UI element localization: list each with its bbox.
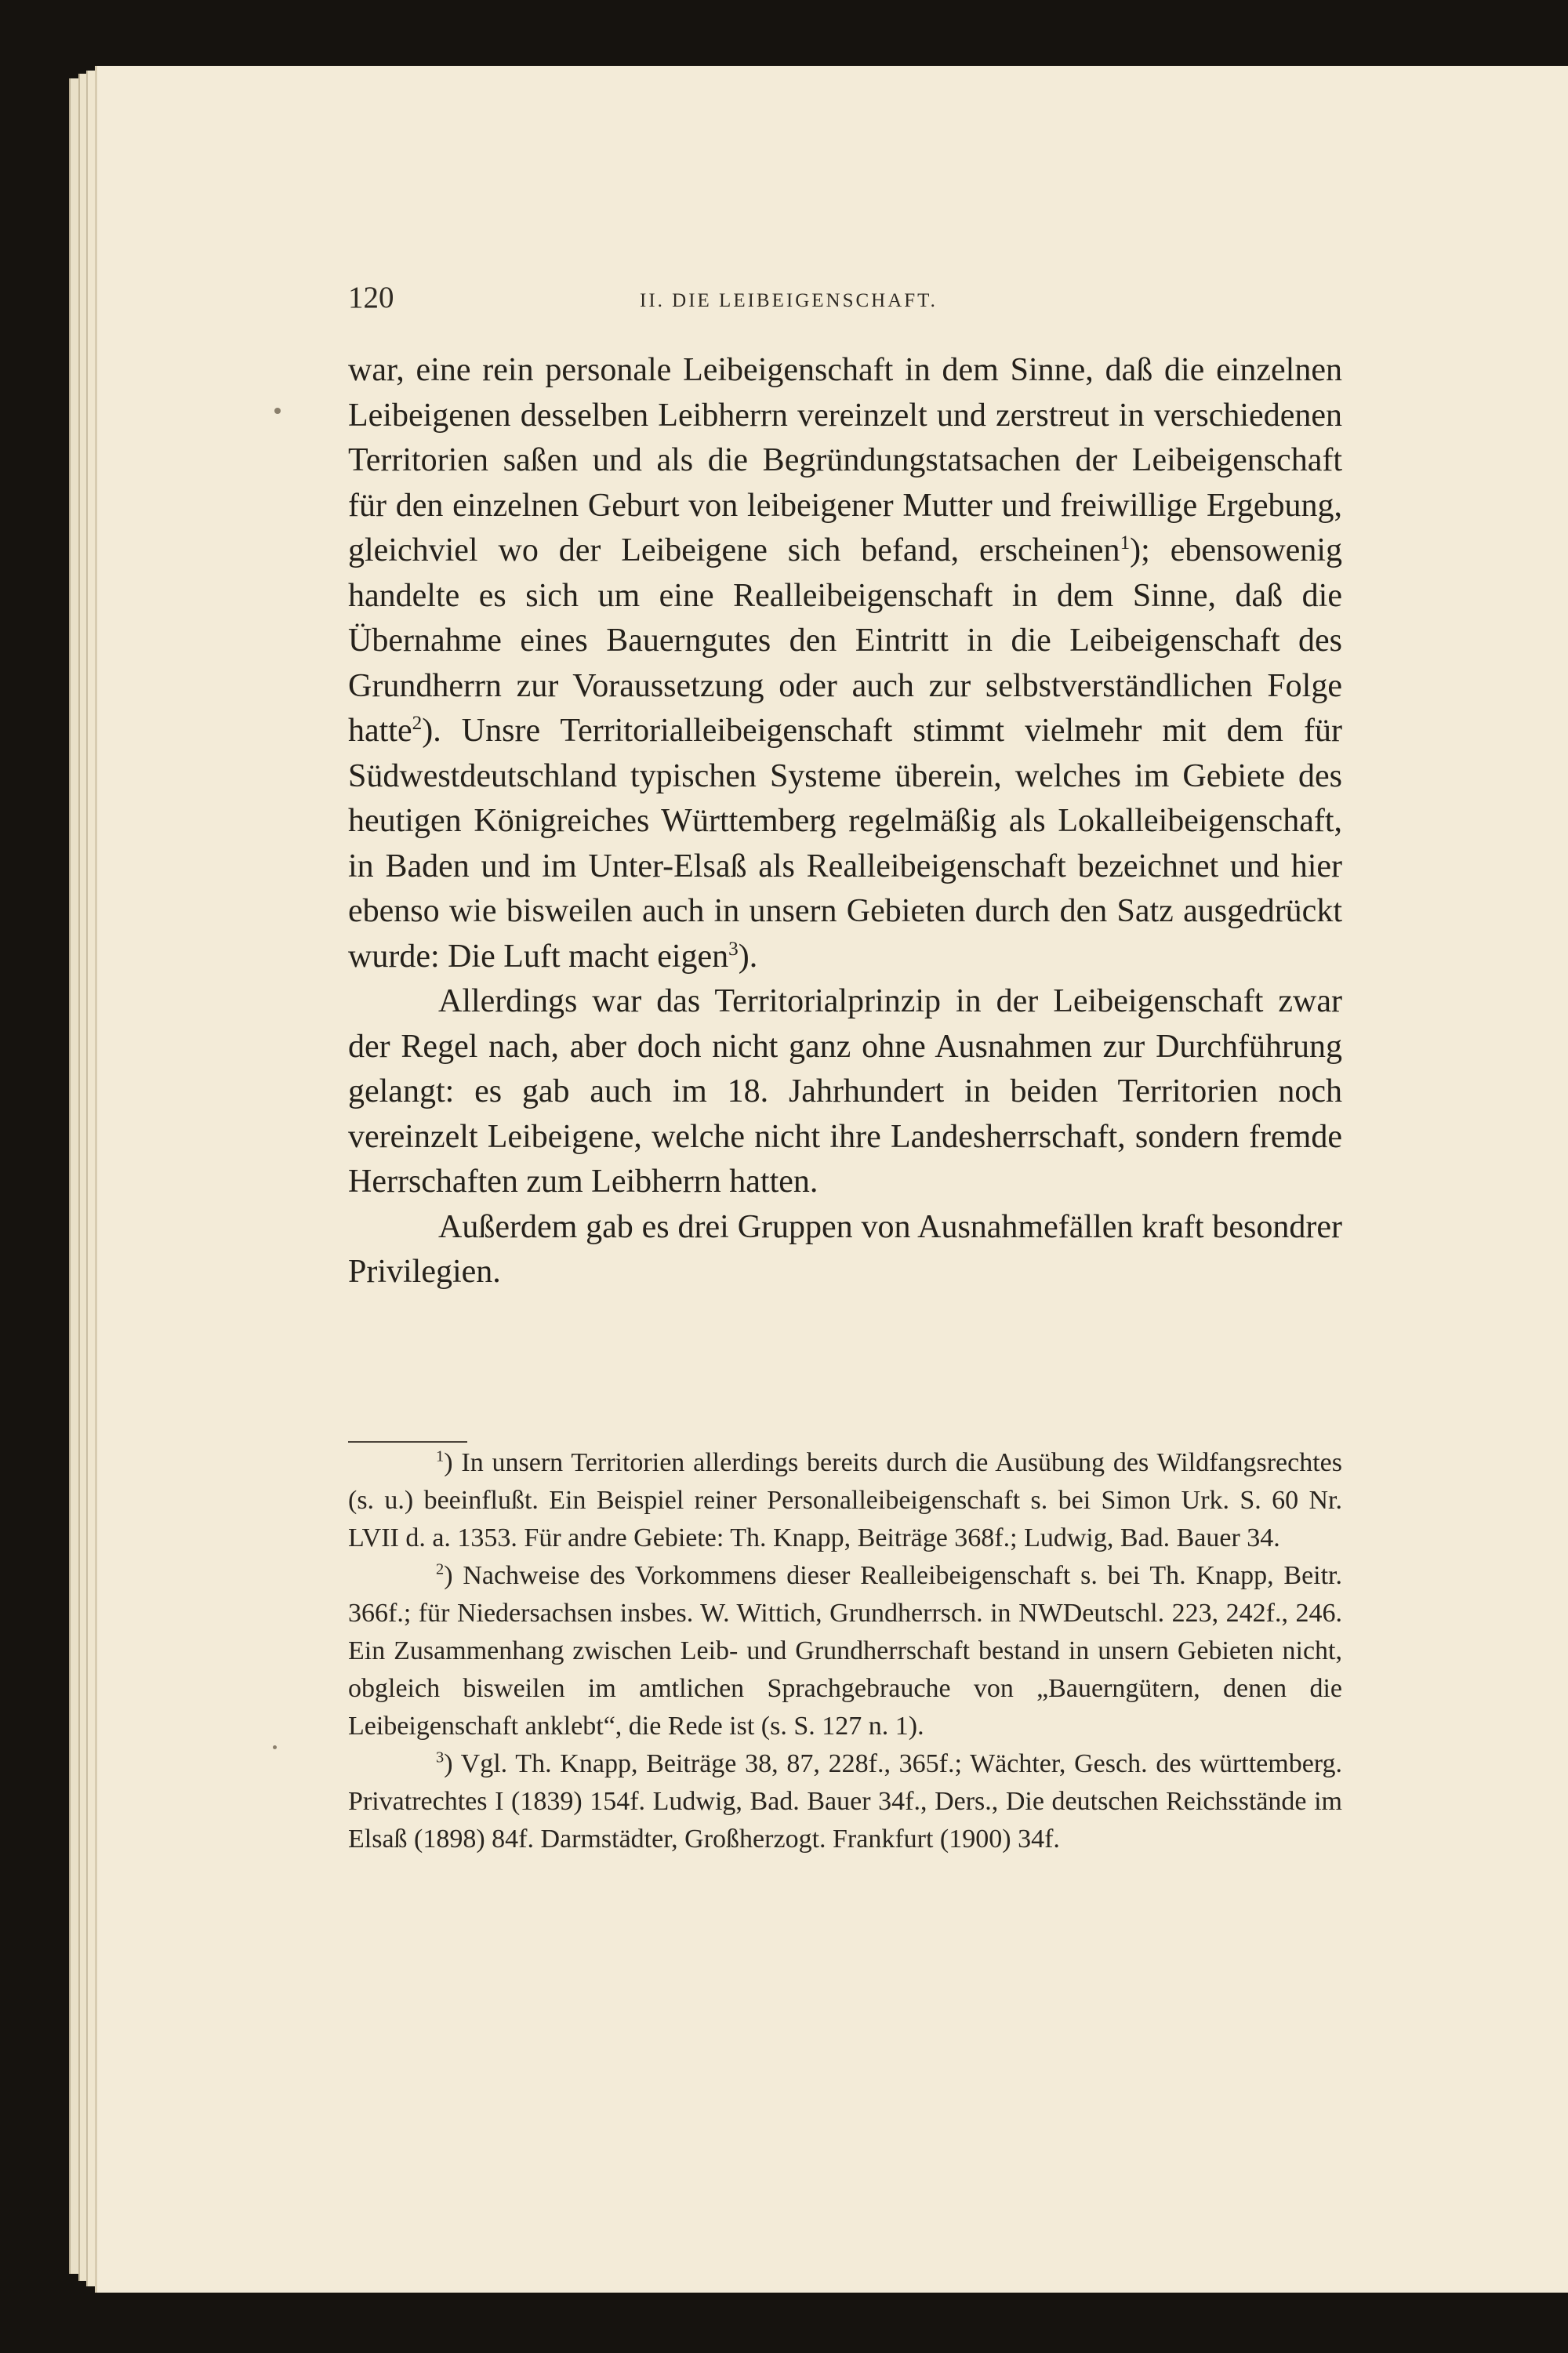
text-run: war, eine rein personale Leibeigenschaft in dem Sinne, daß die einzelnen Leibeigenen desselben Leibherrn vereinzelt und zerstreut in verschiedenen Territorien saßen und als die Begründungstatsachen der Leibeigenschaft für den einzelnen Geburt von leibeigener Mutter und freiwillige Ergebung, gleichviel wo der Leibeigene sich befand, erscheinen <box>348 352 1342 568</box>
paragraph <box>348 348 1342 979</box>
main-text <box>348 348 1342 1295</box>
page-number: 120 <box>348 281 394 314</box>
text-run: ). <box>738 938 758 975</box>
footnote-rule <box>348 1441 467 1443</box>
footnote <box>348 1557 1342 1745</box>
paragraph: Allerdings war das Territorialprinzip in der Leibeigenschaft zwar der Regel nach, aber doch nicht ganz ohne Ausnahmen zur Durchführung gelangt: es gab auch im 18. Jahrhundert in beiden Territorien noch vereinzelt Leibeigene, welche nicht ihre Landesherrschaft, sondern fremde Herrschaften zum Leibherrn hatten. <box>348 983 1342 1200</box>
footnote <box>348 1745 1342 1858</box>
footnote-text: ) Nachweise des Vorkommens dieser Realleibeigenschaft s. bei Th. Knapp, Beitr. 366f.; für Niedersachsen insbes. W. Wittich, Grundherrsch. in NWDeutschl. 223, 242f., 246. Ein Zusammenhang zwischen Leib- und Grundherrschaft bestand in unsern Gebieten nicht, obgleich bisweilen im amtlichen Sprachgebrauche von „Bauerngütern, denen die Leibeigenschaft anklebt“, die Rede ist (s. S. 127 n. 1). <box>348 1561 1342 1741</box>
text-run: ); ebensowenig handelte es sich um eine Realleibeigenschaft in dem Sinne, daß die Übernahme eines Bauerngutes den Eintritt in die Leibeigenschaft des Grundherrn zur Voraussetzung oder auch zur selbstverständlichen Folge hatte <box>348 532 1342 749</box>
footnotes <box>348 1444 1342 1858</box>
footnote-text: ) In unsern Territorien allerdings bereits durch die Ausübung des Wildfangsrechtes (s. u.) beeinflußt. Ein Beispiel reiner Personalleibeigenschaft s. bei Simon Urk. S. 60 Nr. LVII d. a. 1353. Für andre Gebiete: Th. Knapp, Beiträge 368f.; Ludwig, Bad. Bauer 34. <box>348 1448 1342 1552</box>
running-title: II. DIE LEIBEIGENSCHAFT. <box>640 290 938 311</box>
footnote-ref: 3 <box>728 938 739 960</box>
paper-speck <box>273 1745 277 1749</box>
text-run: ). Unsre Territorialleibeigenschaft stimmt vielmehr mit dem für Südwestdeutschland typischen Systeme überein, welches im Gebiete des heutigen Königreiches Württemberg regelmäßig als Lokalleibeigenschaft, in Baden und im Unter-Elsaß als Realleibeigenschaft bezeichnet und hier ebenso wie bisweilen auch in unsern Gebieten durch den Satz ausgedrückt wurde: Die Luft macht eigen <box>348 713 1342 975</box>
footnote <box>348 1444 1342 1557</box>
footnote-marker: 1 <box>436 1447 445 1465</box>
footnote-ref: 2 <box>412 713 423 734</box>
footnote-marker: 3 <box>436 1748 445 1767</box>
footnote-text: ) Vgl. Th. Knapp, Beiträge 38, 87, 228f., 365f.; Wächter, Gesch. des württemberg. Privatrechtes I (1839) 154f. Ludwig, Bad. Bauer 34f., Ders., Die deutschen Reichsstände im Elsaß (1898) 84f. Darmstädter, Großherzogt. Frankfurt (1900) 34f. <box>348 1749 1342 1854</box>
paragraph: Außerdem gab es drei Gruppen von Ausnahmefällen kraft besondrer Privilegien. <box>348 1208 1342 1290</box>
footnote-ref: 1 <box>1120 532 1131 554</box>
footnote-marker: 2 <box>436 1560 445 1578</box>
page-header <box>348 280 1342 324</box>
paper-speck <box>274 408 281 414</box>
